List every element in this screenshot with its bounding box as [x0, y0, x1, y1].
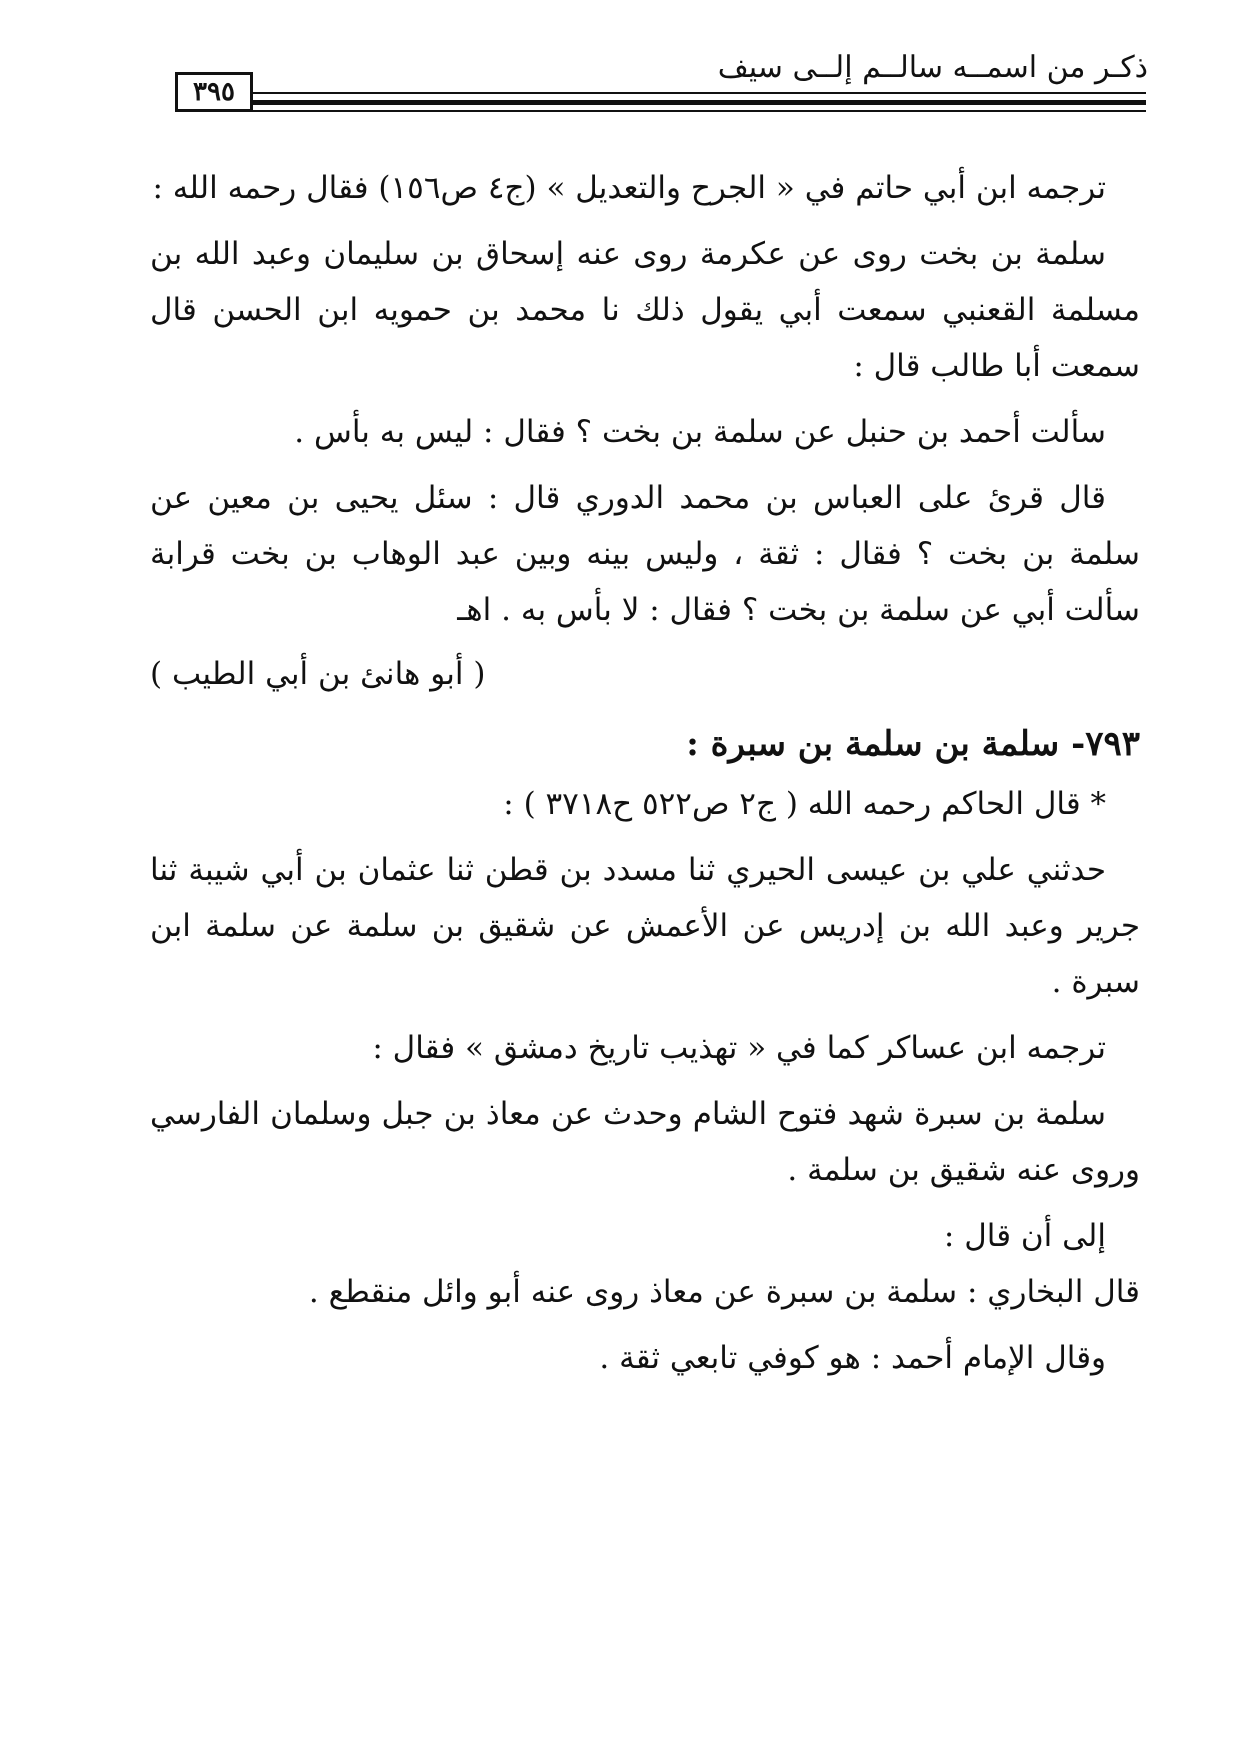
header-rule-top — [253, 92, 1146, 94]
paragraph-ahmad-question: سألت أحمد بن حنبل عن سلمة بن بخت ؟ فقال : ليس به بأس . — [294, 414, 1106, 450]
paragraph-salama-bakht: سلمة بن بخت روى عن عكرمة روى عنه إسحاق بن سليمان وعبد الله بن مسلمة القعنبي سمعت أبي يقول ذلك نا محمد بن حمويه ابن الحسن قال سمعت أبا طالب قال : — [150, 236, 1140, 384]
paragraph-salama-sabra: سلمة بن سبرة شهد فتوح الشام وحدث عن معاذ بن جبل وسلمان الفارسي وروى عنه شقيق بن سلمة . — [150, 1096, 1140, 1188]
paragraph-bukhari: قال البخاري : سلمة بن سبرة عن معاذ روى عنه أبو وائل منقطع . — [308, 1274, 1140, 1310]
running-header-title: ذكـر من اسمــه سالــم إلــى سيف — [717, 50, 1148, 85]
header-rule-bottom — [253, 110, 1146, 112]
paragraph-hakim-citation: * قال الحاكم رحمه الله ( ج٢ ص٥٢٢ ح٣٧١٨ ) : — [503, 786, 1106, 822]
entry-heading: ٧٩٣- سلمة بن سلمة بن سبرة : — [686, 724, 1140, 764]
author-signature: ( أبو هانئ بن أبي الطيب ) — [150, 656, 486, 692]
paragraph-translation-intro: ترجمه ابن أبي حاتم في « الجرح والتعديل » (ج٤ ص١٥٦) فقال رحمه الله : — [152, 170, 1106, 206]
paragraph-imam-ahmad: وقال الإمام أحمد : هو كوفي تابعي ثقة . — [599, 1340, 1106, 1376]
paragraph-isnad: حدثني علي بن عيسى الحيري ثنا مسدد بن قطن ثنا عثمان بن أبي شيبة ثنا جرير وعبد الله بن إدريس عن الأعمش عن شقيق بن سلمة عن سلمة ابن سبرة . — [150, 852, 1140, 1000]
paragraph-abbas-douri: قال قرئ على العباس بن محمد الدوري قال : سئل يحيى بن معين عن سلمة بن بخت ؟ فقال : ثقة ، وليس بينه وبين عبد الوهاب بن بخت قرابة سألت أبي عن سلمة بن بخت ؟ فقال : لا بأس به . اهـ — [150, 480, 1140, 628]
header-rule-middle — [253, 100, 1146, 105]
paragraph-ibn-asakir: ترجمه ابن عساكر كما في « تهذيب تاريخ دمشق » فقال : — [372, 1030, 1106, 1066]
page-number: ٣٩٥ — [175, 72, 253, 112]
page-body — [150, 160, 1140, 1386]
paragraph-until-he-said: إلى أن قال : — [943, 1218, 1106, 1254]
